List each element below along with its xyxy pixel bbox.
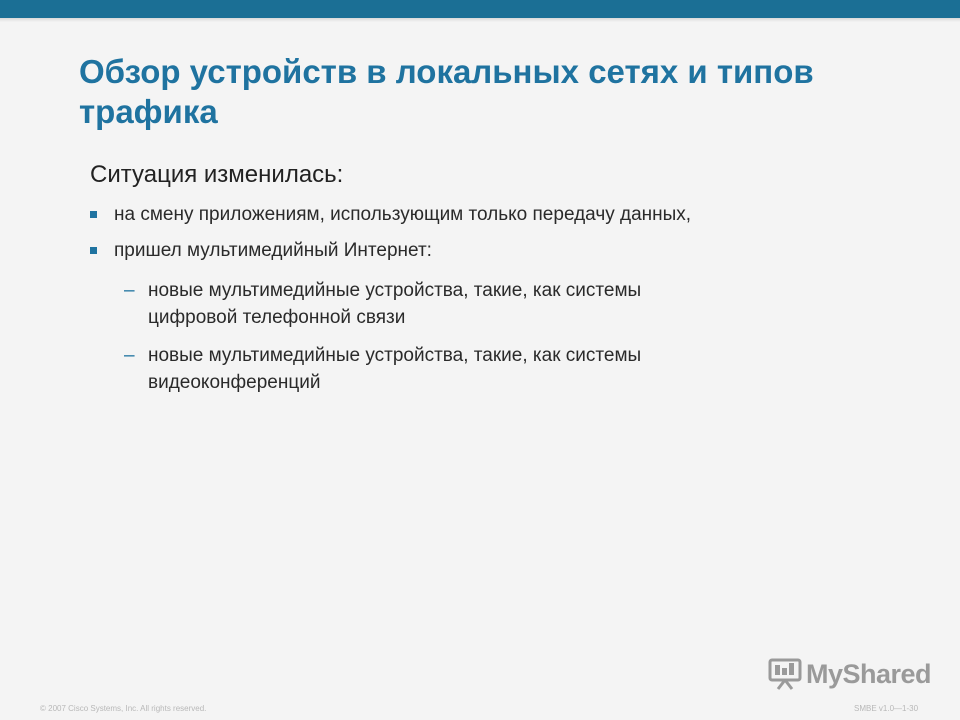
- sub-bullet-line: новые мультимедийные устройства, такие, как системы: [148, 345, 642, 366]
- sub-bullet-line: цифровой телефонной связи: [148, 307, 406, 328]
- footer-copyright: © 2007 Cisco Systems, Inc. All rights reserved.: [40, 704, 207, 713]
- myshared-watermark: [768, 656, 931, 692]
- slide-subtitle: Ситуация изменилась:: [90, 161, 344, 188]
- projector-screen-icon: [768, 657, 802, 691]
- sub-bullet-line: видеоконференций: [148, 372, 321, 393]
- dash-marker: –: [124, 280, 135, 301]
- square-bullet-icon: [90, 211, 97, 218]
- footer-course-code: SMBE v1.0—1-30: [854, 704, 919, 713]
- square-bullet-icon: [90, 247, 97, 254]
- dash-marker: –: [124, 345, 135, 366]
- sub-bullet-line: новые мультимедийные устройства, такие, как системы: [148, 280, 642, 301]
- bullet-text: пришел мультимедийный Интернет:: [114, 240, 432, 261]
- sub-bullet-item: [124, 277, 848, 331]
- bullet-item: [114, 239, 914, 263]
- header-bar-shadow: [0, 18, 960, 22]
- bullet-text: на смену приложениям, использующим только передачу данных,: [114, 204, 692, 225]
- bullet-item: [114, 203, 914, 227]
- watermark-brand: MyShared: [806, 658, 932, 689]
- slide-title: Обзор устройств в локальных сетях и типов трафика: [79, 53, 814, 130]
- sub-bullet-item: [124, 342, 848, 396]
- header-bar: [0, 0, 960, 18]
